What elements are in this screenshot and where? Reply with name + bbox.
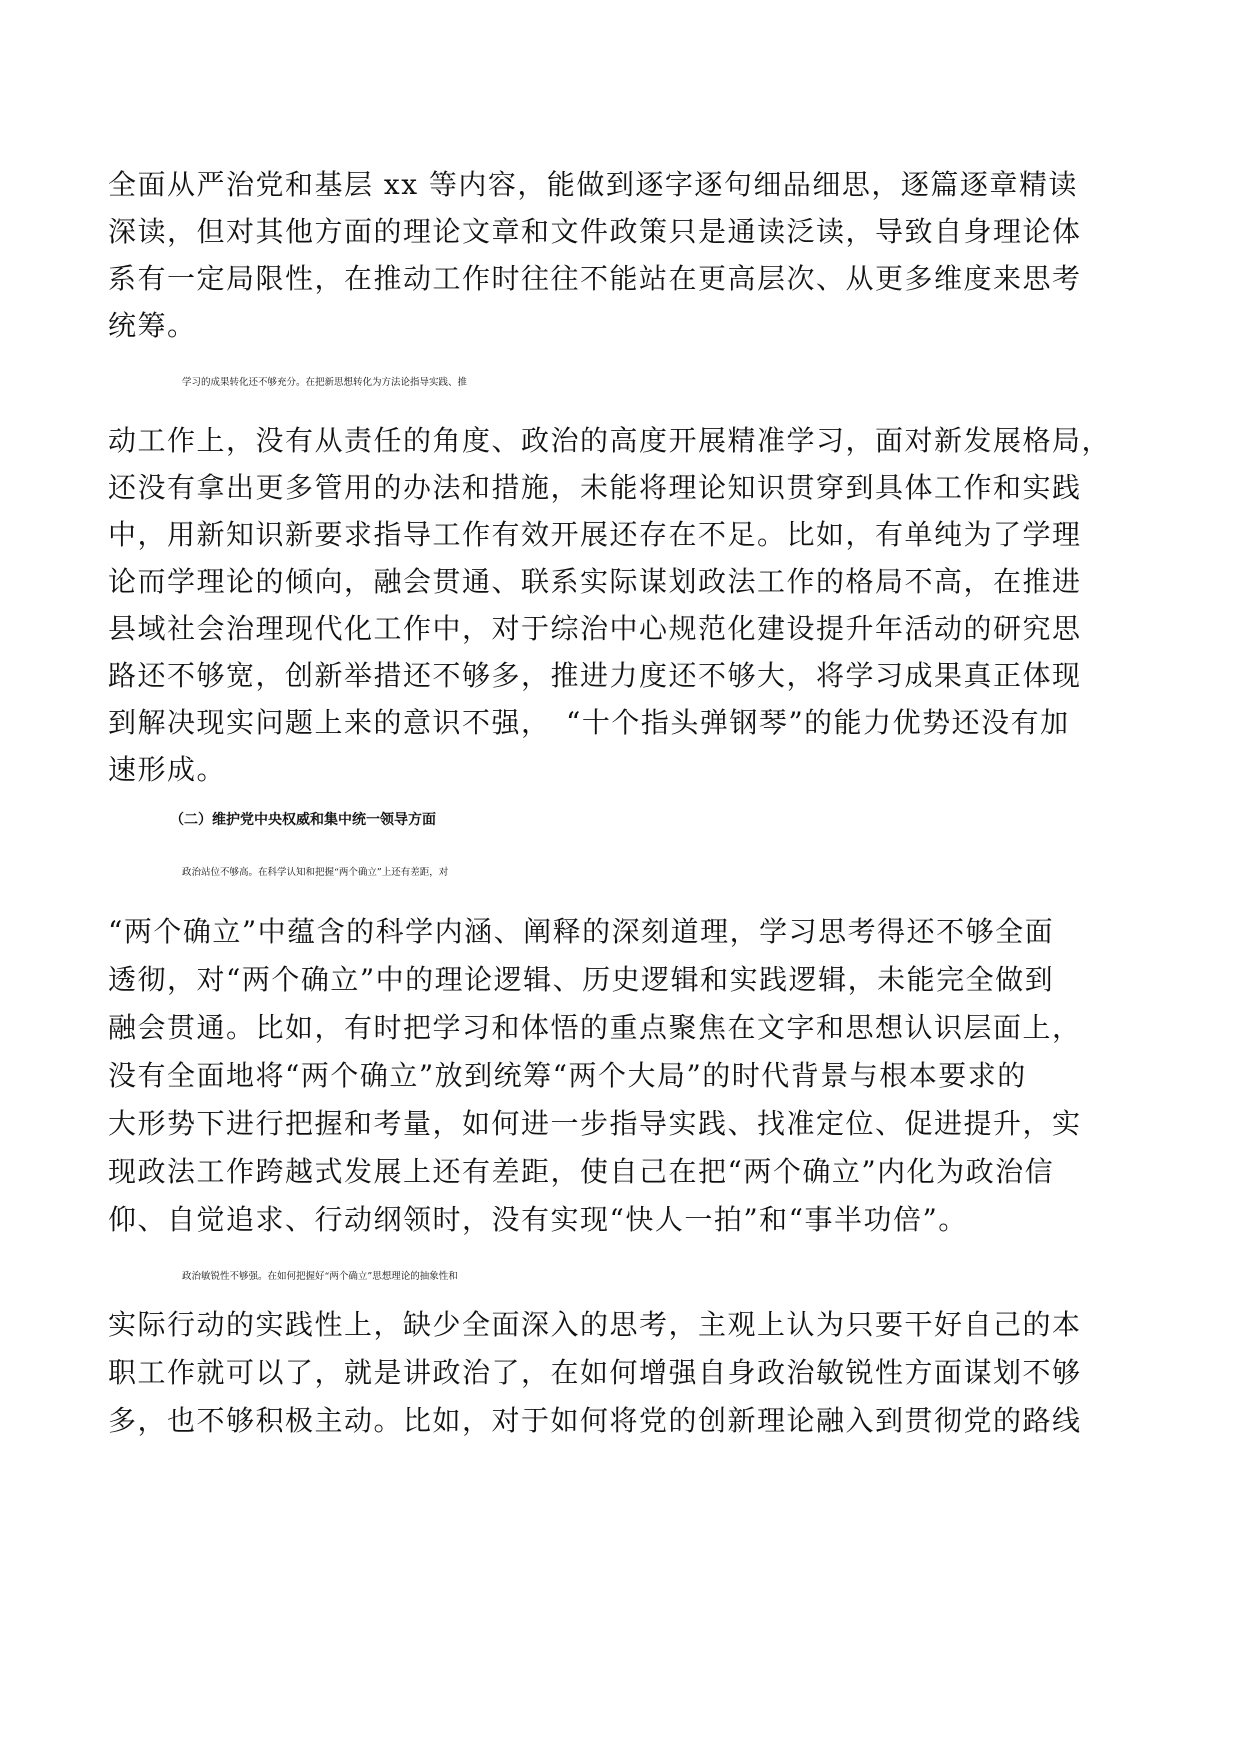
text-line: 全面从严治党和基层 xx 等内容，能做到逐字逐句细品细思，逐篇逐章精读: [108, 168, 1078, 201]
paragraph-first-line: 学习的成果转化还不够充分。在把新思想转化为方法论指导实践、推: [182, 377, 468, 388]
section-heading: （二）维护党中央权威和集中统一领导方面: [170, 812, 436, 828]
text-line: 路还不够宽，创新举措还不够多，推进力度还不够大，将学习成果真正体现: [108, 659, 1082, 692]
text-line: 融会贯通。比如，有时把学习和体悟的重点聚焦在文字和思想认识层面上，: [108, 1011, 1082, 1044]
text-line: “两个确立”中蕴含的科学内涵、阐释的深刻道理，学习思考得还不够全面: [108, 915, 1055, 948]
text-line: 透彻，对“两个确立”中的理论逻辑、历史逻辑和实践逻辑，未能完全做到: [108, 963, 1055, 996]
text-line: 县域社会治理现代化工作中，对于综治中心规范化建设提升年活动的研究思: [108, 612, 1082, 645]
paragraph-first-line: 政治敏锐性不够强。在如何把握好“两个确立”思想理论的抽象性和: [182, 1271, 458, 1282]
text-line: 统筹。: [108, 309, 197, 342]
text-line: 现政法工作跨越式发展上还有差距，使自己在把“两个确立”内化为政治信: [108, 1155, 1055, 1188]
paragraph-first-line: 政治站位不够高。在科学认知和把握“两个确立”上还有差距，对: [182, 867, 449, 878]
text-line: 没有全面地将“两个确立”放到统筹“两个大局”的时代背景与根本要求的: [108, 1059, 1027, 1092]
text-line: 实际行动的实践性上，缺少全面深入的思考，主观上认为只要干好自己的本: [108, 1308, 1082, 1341]
text-line: 大形势下进行把握和考量，如何进一步指导实践、找准定位、促进提升，实: [108, 1107, 1082, 1140]
text-line: 仰、自觉追求、行动纲领时，没有实现“快人一拍”和“事半功倍”。: [108, 1203, 968, 1236]
text-line: 职工作就可以了，就是讲政治了，在如何增强自身政治敏锐性方面谋划不够: [108, 1356, 1082, 1389]
text-line: 速形成。: [108, 753, 227, 786]
text-line: 系有一定局限性，在推动工作时往往不能站在更高层次、从更多维度来思考: [108, 262, 1082, 295]
text-line: 还没有拿出更多管用的办法和措施，未能将理论知识贯穿到具体工作和实践: [108, 471, 1082, 504]
text-line: 深读，但对其他方面的理论文章和文件政策只是通读泛读，导致自身理论体: [108, 215, 1082, 248]
text-line: 多，也不够积极主动。比如，对于如何将党的创新理论融入到贯彻党的路线: [108, 1404, 1082, 1437]
text-line: 动工作上，没有从责任的角度、政治的高度开展精准学习，面对新发展格局，: [108, 424, 1112, 457]
text-line: 到解决现实问题上来的意识不强， “十个指头弹钢琴”的能力优势还没有加: [108, 706, 1070, 739]
text-line: 中，用新知识新要求指导工作有效开展还存在不足。比如，有单纯为了学理: [108, 518, 1082, 551]
text-line: 论而学理论的倾向，融会贯通、联系实际谋划政法工作的格局不高，在推进: [108, 565, 1082, 598]
